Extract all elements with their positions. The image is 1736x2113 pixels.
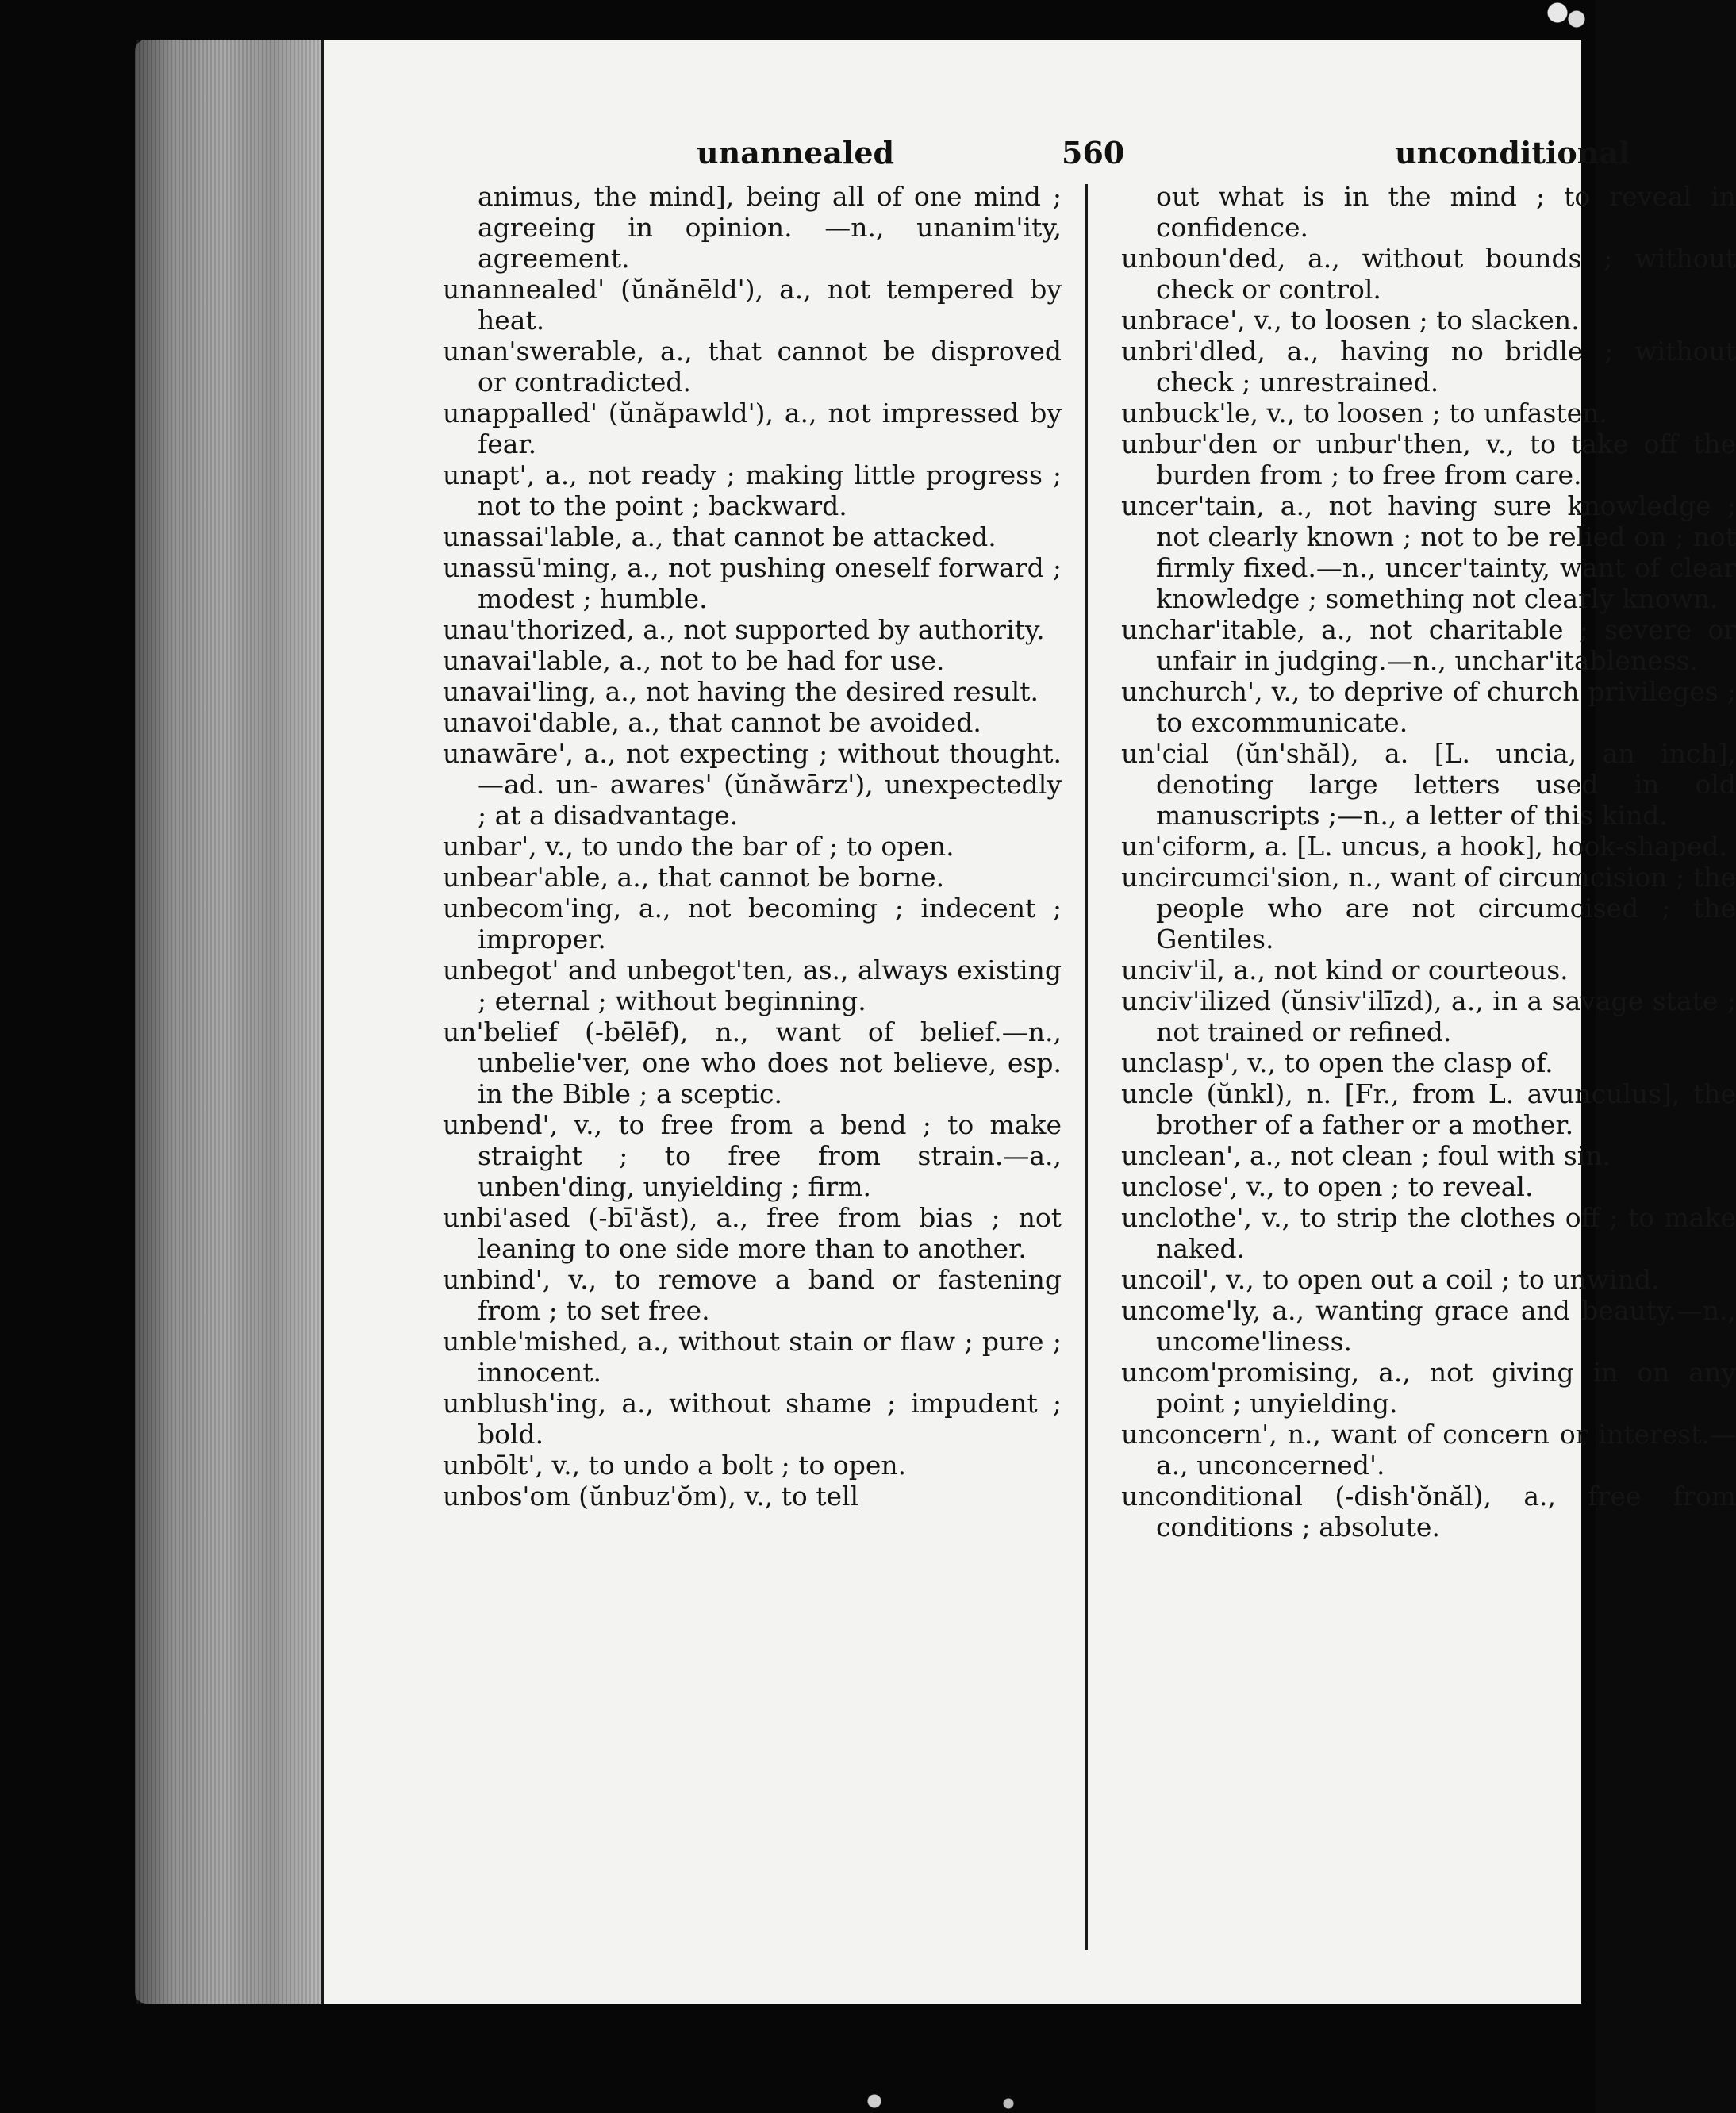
dictionary-entry: un'ciform, a. [L. uncus, a hook], hook-shaped. [1121, 831, 1728, 862]
dictionary-entry: unchar'itable, a., not charitable ; severe or unfair in judging.—n., unchar'itableness. [1121, 614, 1736, 676]
dictionary-entry: unciv'il, a., not kind or courteous. [1121, 955, 1569, 985]
dictionary-entry: unau'thorized, a., not supported by authority. [443, 614, 1045, 645]
dictionary-entry: unboun'ded, a., without bounds ; without check or control. [1121, 243, 1736, 305]
dictionary-entry: unavoi'dable, a., that cannot be avoided. [443, 707, 981, 738]
dictionary-entry: unclasp', v., to open the clasp of. [1121, 1047, 1554, 1078]
dictionary-entry: animus, the mind], being all of one mind ; agreeing in opinion. —n., unanim'ity, agreement. [478, 181, 1062, 274]
dictionary-entry: unannealed' (ŭnănēld'), a., not tempered by heat. [443, 274, 1062, 336]
dictionary-entry: unclean', a., not clean ; foul with sin. [1121, 1140, 1611, 1171]
dictionary-entry: unassū'ming, a., not pushing oneself forward ; modest ; humble. [443, 552, 1062, 614]
left-column [443, 181, 1062, 1990]
guide-word-right: unconditional [1395, 135, 1630, 171]
column-divider [1085, 184, 1088, 1950]
dictionary-entry: unbōlt', v., to undo a bolt ; to open. [443, 1450, 907, 1481]
dictionary-entry: unbri'dled, a., having no bridle ; without check ; unrestrained. [1121, 336, 1736, 398]
dictionary-entry: unbi'ased (-bī'ăst), a., free from bias ; not leaning to one side more than to another. [443, 1202, 1062, 1264]
corner-scan-mark [1500, 0, 1596, 32]
dictionary-entry: un'cial (ŭn'shăl), a. [L. uncia, an inch], denoting large letters used in old manuscripts ;—n., a letter of this kind. [1121, 738, 1736, 831]
dictionary-entry: unblush'ing, a., without shame ; impudent ; bold. [443, 1388, 1062, 1450]
dictionary-entry: uncer'tain, a., not having sure knowledge ; not clearly known ; not to be relied on ; not firmly fixed.—n., uncer'tainty, want of clear knowledge ; something not clearly known. [1121, 490, 1736, 614]
dictionary-entry: unbuck'le, v., to loosen ; to unfasten. [1121, 398, 1607, 428]
dictionary-entry: unconditional (-dish'ŏnăl), a., free from conditions ; absolute. [1121, 1481, 1736, 1542]
dictionary-entry: unawāre', a., not expecting ; without thought.—ad. un- awares' (ŭnăwārz'), unexpectedly ; at a disadvantage. [443, 738, 1062, 831]
page-number: 560 [1062, 135, 1125, 171]
dictionary-entry: unan'swerable, a., that cannot be disproved or contradicted. [443, 336, 1062, 398]
dictionary-entry: unclothe', v., to strip the clothes off ; to make naked. [1121, 1202, 1736, 1264]
dictionary-entry: unappalled' (ŭnăpawld'), a., not impressed by fear. [443, 398, 1062, 459]
dictionary-entry: unconcern', n., want of concern or interest.—a., unconcerned'. [1121, 1419, 1736, 1481]
dictionary-entry: unciv'ilized (ŭnsiv'ilīzd), a., in a savage state ; not trained or refined. [1121, 985, 1736, 1047]
dictionary-entry: unbear'able, a., that cannot be borne. [443, 862, 945, 893]
right-column [1121, 181, 1736, 1990]
dictionary-entry: unavai'lable, a., not to be had for use. [443, 645, 945, 676]
dictionary-entry: unbind', v., to remove a band or fastening from ; to set free. [443, 1264, 1062, 1326]
dictionary-entry: out what is in the mind ; to reveal in confidence. [1156, 181, 1736, 243]
dictionary-entry: uncoil', v., to open out a coil ; to unwind. [1121, 1264, 1660, 1295]
spine-texture [135, 40, 329, 2004]
dictionary-entry: unble'mished, a., without stain or flaw ; pure ; innocent. [443, 1326, 1062, 1388]
running-header [443, 135, 1630, 179]
dictionary-entry: uncome'ly, a., wanting grace and beauty.—n., uncome'liness. [1121, 1295, 1736, 1357]
guide-word-left: unannealed [697, 135, 895, 171]
dictionary-entry: uncom'promising, a., not giving in on any point ; unyielding. [1121, 1357, 1736, 1419]
scan-specks [833, 2089, 1039, 2113]
dictionary-entry: uncle (ŭnkl), n. [Fr., from L. avunculus], the brother of a father or a mother. [1121, 1078, 1736, 1140]
dictionary-entry: unassai'lable, a., that cannot be attacked. [443, 521, 997, 552]
dictionary-entry: uncircumci'sion, n., want of circumcision ; the people who are not circumcised ; the Gentiles. [1121, 862, 1736, 955]
book-spine-edge [135, 40, 329, 2004]
dictionary-entry: unbend', v., to free from a bend ; to make straight ; to free from strain.—a., unben'ding, unyielding ; firm. [443, 1109, 1062, 1202]
dictionary-entry: un'belief (-bēlēf), n., want of belief.—n., unbelie'ver, one who does not believe, esp. in the Bible ; a sceptic. [443, 1016, 1062, 1109]
dictionary-page [321, 40, 1736, 2004]
dictionary-entry: unchurch', v., to deprive of church privileges ; to excommunicate. [1121, 676, 1736, 738]
dictionary-entry: unapt', a., not ready ; making little progress ; not to the point ; backward. [443, 459, 1062, 521]
dictionary-entry: unbegot' and unbegot'ten, as., always existing ; eternal ; without beginning. [443, 955, 1062, 1016]
dictionary-entry: unbar', v., to undo the bar of ; to open. [443, 831, 954, 862]
dictionary-entry: unbos'om (ŭnbuz'ŏm), v., to tell [443, 1481, 859, 1512]
dictionary-entry: unbrace', v., to loosen ; to slacken. [1121, 305, 1580, 336]
dictionary-entry: unbecom'ing, a., not becoming ; indecent ; improper. [443, 893, 1062, 955]
dictionary-entry: unbur'den or unbur'then, v., to take off the burden from ; to free from care. [1121, 428, 1736, 490]
dictionary-entry: unavai'ling, a., not having the desired result. [443, 676, 1039, 707]
dictionary-entry: unclose', v., to open ; to reveal. [1121, 1171, 1534, 1202]
